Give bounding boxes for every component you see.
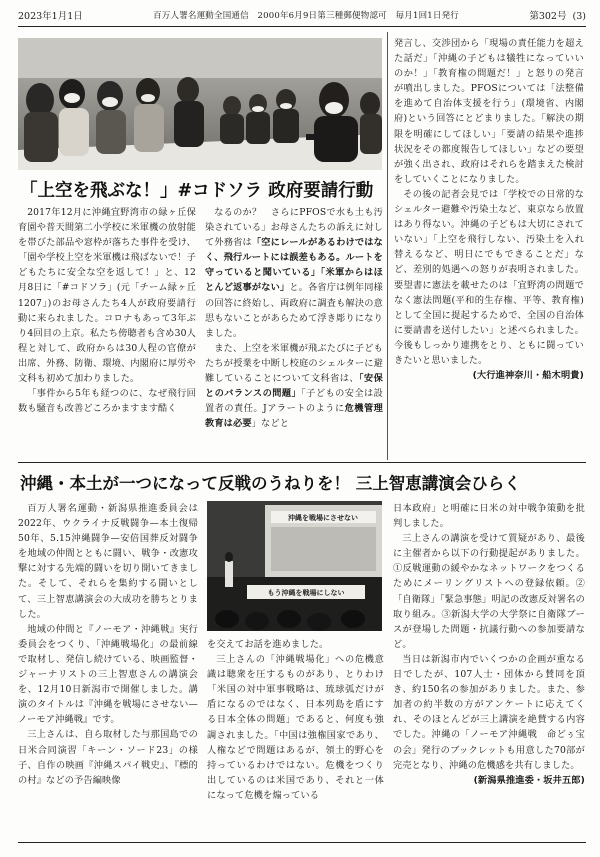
article2-paragraph: 三上さんの「沖縄戦場化」への危機意識は聴衆を圧するものがあり、とりわけ「米国の対中軍事戦略は、琉球弧だけが盾になるのではなく、日本列島を盾にする日本全体の問題」であると、何度も強調されました。「中国は強権国家であり、人権などで問題はあるが、領土的野心を持っているわけではない。危機をつくり出しているのは米国であり、それと一体になって危機を煽っている <box>207 654 384 801</box>
issue-date: 2023年1月1日 <box>18 11 83 22</box>
article1-paragraph: 「事件から5年も経つのに、なぜ飛行回数も騒音も改善どころかますます酷く <box>18 388 196 415</box>
header-rule <box>18 26 586 27</box>
text-run: なるのか？ さらにPFOSで水も土も汚染されている」お母さんたちの訴えに対して外務省は <box>205 207 383 249</box>
article1-paragraph: 発言し、交渉団から「現場の責任能力を超えた話だ」「沖縄の子どもは犠牲になっていいのか！」「教育権の問題だ！」と怒りの発言が噴出しました。PFOSについては「法整備を進めて自治体支援を行う」(環境省、内閣府)という回答にとどまりました。「解決の期限を明確にしてほしい」「要請の結果や進捗状況をその都度報告してほしい」などの要望が強く出され、政府はそれらを踏まえた検討をしていくことになりました。 <box>394 38 584 185</box>
article1-column-3 <box>394 36 584 383</box>
article2-credit: (新潟県推進委・坂井五郎) <box>473 774 585 786</box>
article1-headline: 「上空を飛ぶな！」#コドソラ 政府要請行動 <box>20 181 374 201</box>
column-divider <box>387 32 388 460</box>
article2-paragraph: を交えてお話を進めました。 <box>207 639 329 650</box>
text-run: と。各省庁は例年同様の回答に終始し、両政府に調査も解決の意思もないことがあらためて浮き彫りになりました。 <box>205 282 383 339</box>
page-header <box>18 6 586 24</box>
article2-paragraph: 地域の仲間と『ノーモア・沖縄戦』実行委員会をつくり、「沖縄戦場化」の最前線で取材し、発信し続けている、映画監督・ジャーナリストの三上智恵さんの講演会を、12月10日新潟市で開催しました。講演のタイトルは『沖縄を戦場にさせない—ノーモア沖縄戦』です。 <box>18 623 198 726</box>
issue-number-group <box>529 8 586 22</box>
issue-number: 第302号 <box>529 11 567 22</box>
lecture-stage-sign: もう沖縄を戦場にしない <box>267 589 345 597</box>
article1-paragraph <box>205 205 383 341</box>
article2-column-1 <box>18 501 198 788</box>
article2-paragraph: 三上さんは、自ら取材した与那国島での日米合同演習「キーン・ソード23」の様子、自作の映画『沖縄スパイ戦史』、『標的の村』などの予告編映像 <box>18 729 198 786</box>
lecture-photo-illustration <box>207 501 382 631</box>
article2-paragraph: 日本政府」と明確に日米の対中戦争策動を批判しました。 <box>393 503 585 530</box>
article-divider <box>18 462 586 463</box>
footer-rule <box>18 842 586 843</box>
article1-credit: (大行進神奈川・船木明貴) <box>472 370 584 382</box>
article2-paragraph: 当日は新潟市内でいくつかの企画が重なる日でしたが、107人士・団体から賛同を頂き、約150名の参加がありました。また、参加者の約半数の方がアンケートに応えてくれ、そのほとんどが三上講演を絶賛する内容でした。沖縄の「ノーモア沖縄戦 命どぅ宝の会」発行のブックレットも用意した70部が完売となり、沖縄の危機感を共有しました。 <box>393 653 585 771</box>
text-run: また、上空を米軍機が飛ぶたびに子どもたちが授業を中断し校庭のシェルターに避難していることについて文科省は、 <box>205 342 383 385</box>
article2-paragraph: 三上さんの講演を受けて質疑があり、最後に主催者から以下の行動提起がありました。①反戦運動の緩やかなネットワークをつくるためにメーリングリストへの登録依頼。②「自衛隊」「緊急事態」明記の改憲反対署名の取り組み。③新潟大学の大学祭に自衛隊ブースが登場した問題・抗議行動への参加要請など。 <box>393 533 585 650</box>
highlighted-quote: 「安保とのバランスの問題」 <box>205 373 383 400</box>
lecture-photo <box>207 501 382 631</box>
article1-paragraph: 2017年12月に沖縄宜野湾市の緑ヶ丘保育園や普天間第二小学校に米軍機の放射能を帯びた部品や窓枠が落ちた事件を受け、「園や学校上空を米軍機は飛ばないで！子どもたちに安全な空を返して！」と、12月8日に「#コドソラ」(元「チーム緑ヶ丘1207」)のお母さんたち4人が政府要請行動に来られました。コロナもあって3年ぶり4回目の上京。私たち傍聴者も含め30人程と対して、政府からは30人程の官僚が出席、外務、防衛、環境、内閣府に厚労や文科も初めて加わりました。 <box>18 207 196 385</box>
article1-paragraph <box>205 341 383 432</box>
highlighted-quote: 危機管理教育は必要 <box>205 403 383 430</box>
article1-paragraph: その後の記者会見では「学校での日常的なシェルター避難や汚染土など、東京なら放置はあり得ない。沖縄の子どもは大切にされていない」「上空を飛行しない、汚染土を入れ替えるなど、明日にでもできることだ」など、差別的処遇への怒りが表明されました。要望書に憲法を載せたのは「宜野湾の問題でなく憲法問題(平和的生存権、平等、教育権)として全国に提起するためで、全国の自治体に要請書を送付したい」と述べられました。今後もしっかり連携をとり、ともに闘っていきたいと思いました。 <box>394 188 584 366</box>
article2-column-3 <box>393 501 585 788</box>
government-meeting-photo <box>18 38 382 170</box>
article2-column-2 <box>207 637 384 803</box>
meeting-photo-illustration <box>18 38 382 170</box>
article1-column-1 <box>18 205 196 416</box>
highlighted-quote: 「空にレールがあるわけではなく、飛行ルートには誤差もある。 <box>205 237 383 264</box>
page-number: (3) <box>572 11 586 22</box>
article1-column-2 <box>205 205 383 431</box>
highlighted-quote: ルートを守っていると聞いている」 <box>205 252 383 279</box>
lecture-screen-title: 沖縄を戦場にさせない <box>288 514 358 522</box>
text-run: 」などと <box>251 418 290 430</box>
publication-info: 百万人署名運動全国通信 2000年6月9日第三種郵便物認可 毎月1回1日発行 <box>153 11 459 21</box>
article2-headline: 沖縄・本土が一つになって反戦のうねりを！ 三上智恵講演会ひらく <box>20 474 521 493</box>
highlighted-quote: 「米軍からはほとんど返事がない」 <box>205 267 383 294</box>
article2-paragraph: 百万人署名運動・新潟県推進委員会は2022年、ウクライナ反戦闘争—本土復帰50年、5.15沖縄闘争—安倍国葬反対闘争を地域の仲間とともに闘い、戦争・改憲攻撃に対する先端的闘いを切り開いてきました。そして、それらを集約する闘いとして、三上智恵講演会の大成功を勝ちとりました。 <box>18 503 198 620</box>
text-run: 「子どもの安全は設置者の責任。Jアラートのように <box>205 388 384 415</box>
